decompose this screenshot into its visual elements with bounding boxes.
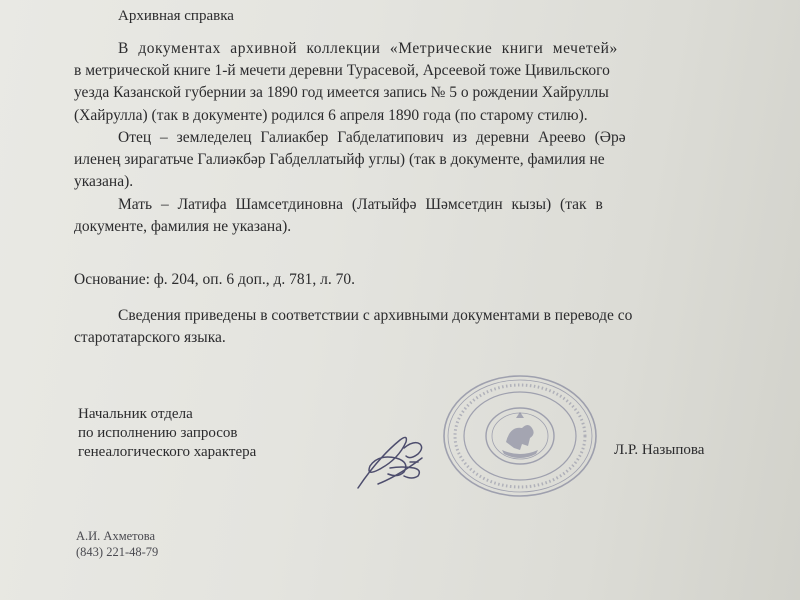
signatory-position-line-1: Начальник отдела bbox=[78, 406, 193, 422]
handwritten-signature bbox=[348, 418, 444, 498]
paragraph-3-line-2: документе, фамилия не указана). bbox=[74, 218, 292, 235]
executor-phone: (843) 221-48-79 bbox=[76, 545, 159, 559]
paragraph-2-line-2: иленең зирагатьче Галиәкбәр Габделлатыйф углы) (так в документе, фамилия не bbox=[74, 151, 605, 168]
signatory-position-line-2: по исполнению запросов bbox=[78, 425, 238, 441]
paragraph-5-line-1: Сведения приведены в соответствии с архивными документами в переводе со bbox=[118, 307, 633, 324]
paragraph-1-line-3: уезда Казанской губернии за 1890 год имеется запись № 5 о рождении Хайруллы bbox=[74, 84, 609, 101]
archival-basis: Основание: ф. 204, оп. 6 доп., д. 781, л. 70. bbox=[74, 271, 356, 288]
paragraph-1-line-4: (Хайрулла) (так в документе) родился 6 апреля 1890 года (по старому стилю). bbox=[74, 107, 588, 124]
paragraph-1-line-2: в метрической книге 1-й мечети деревни Турасевой, Арсеевой тоже Цивильского bbox=[74, 62, 610, 79]
paragraph-2-line-3: указана). bbox=[74, 173, 134, 190]
paragraph-2-line-1: Отец – земледелец Галиакбер Габделатипович из деревни Ареево (Әрә bbox=[118, 129, 626, 146]
executor-info bbox=[76, 528, 158, 560]
document-title: Архивная справка bbox=[118, 8, 234, 24]
official-seal bbox=[436, 372, 604, 500]
paragraph-5-line-2: старотатарского языка. bbox=[74, 329, 226, 346]
signatory-name: Л.Р. Назыпова bbox=[614, 442, 705, 458]
signatory-position bbox=[78, 405, 256, 462]
executor-name: А.И. Ахметова bbox=[76, 529, 155, 543]
paragraph-3-line-1: Мать – Латифа Шамсетдиновна (Латыйфә Шәмсетдин кызы) (так в bbox=[118, 196, 603, 213]
paragraph-1-line-1: В документах архивной коллекции «Метрические книги мечетей» bbox=[118, 40, 618, 57]
signatory-position-line-3: генеалогического характера bbox=[78, 444, 257, 460]
